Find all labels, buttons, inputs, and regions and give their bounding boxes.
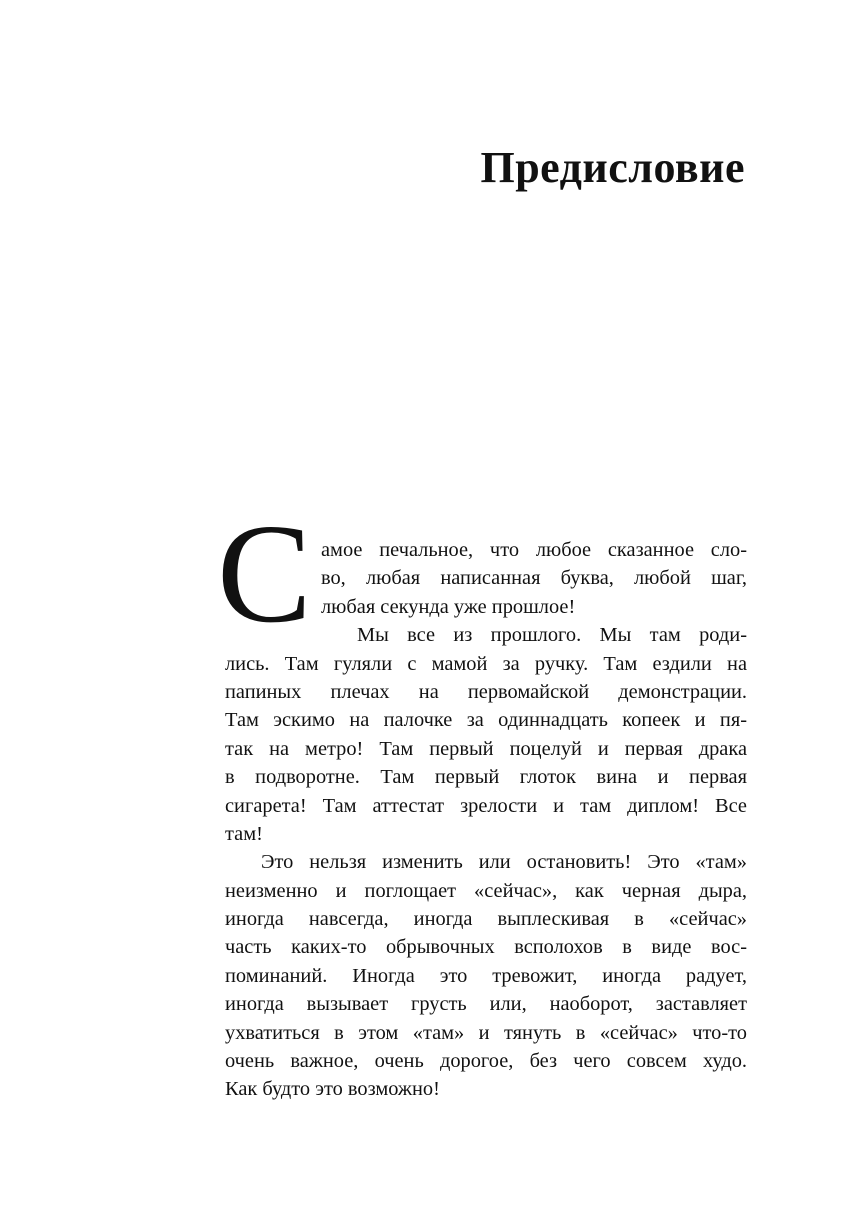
text-line: Как будто это возможно!	[225, 1078, 440, 1101]
text-line: так на метро! Там первый поцелуй и первая драка	[225, 737, 747, 760]
text-line: иногда вызывает грусть или, наоборот, заставляет	[225, 993, 747, 1016]
text-line: там!	[225, 822, 263, 845]
text-line: Там эскимо на палочке за одиннадцать копеек и пя-	[225, 709, 747, 732]
chapter-title: Предисловие	[480, 143, 745, 192]
text-line: амое печальное, что любое сказанное сло-	[321, 539, 747, 561]
text-line: ухватиться в этом «там» и тянуть в «сейчас» что-то	[225, 1021, 747, 1044]
text-line: очень важное, очень дорогое, без чего совсем худо.	[225, 1050, 747, 1073]
text-line: часть каких-то обрывочных всполохов в виде вос-	[225, 936, 747, 959]
text-line: Это нельзя изменить или остановить! Это «там»	[261, 851, 747, 874]
body-text	[217, 494, 747, 1104]
text-line: иногда навсегда, иногда выплескивая в «сейчас»	[225, 908, 747, 931]
paragraph-2	[225, 621, 747, 848]
text-line: сигарета! Там аттестат зрелости и там диплом! Все	[225, 794, 747, 817]
drop-cap: С	[217, 494, 312, 652]
text-line: в подворотне. Там первый глоток вина и первая	[225, 766, 747, 789]
text-line: неизменно и поглощает «сейчас», как черная дыра,	[225, 879, 747, 902]
text-line: во, любая написанная буква, любой шаг,	[321, 567, 747, 590]
text-line: лись. Там гуляли с мамой за ручку. Там ездили на	[225, 652, 747, 675]
paragraph-3	[225, 848, 747, 1104]
text-line: любая секунда уже прошлое!	[321, 595, 576, 618]
text-line: Мы все из прошлого. Мы там роди-	[357, 624, 747, 647]
text-line: папиных плечах на первомайской демонстрации.	[225, 680, 747, 703]
text-line: поминаний. Иногда это тревожит, иногда радует,	[225, 964, 747, 987]
